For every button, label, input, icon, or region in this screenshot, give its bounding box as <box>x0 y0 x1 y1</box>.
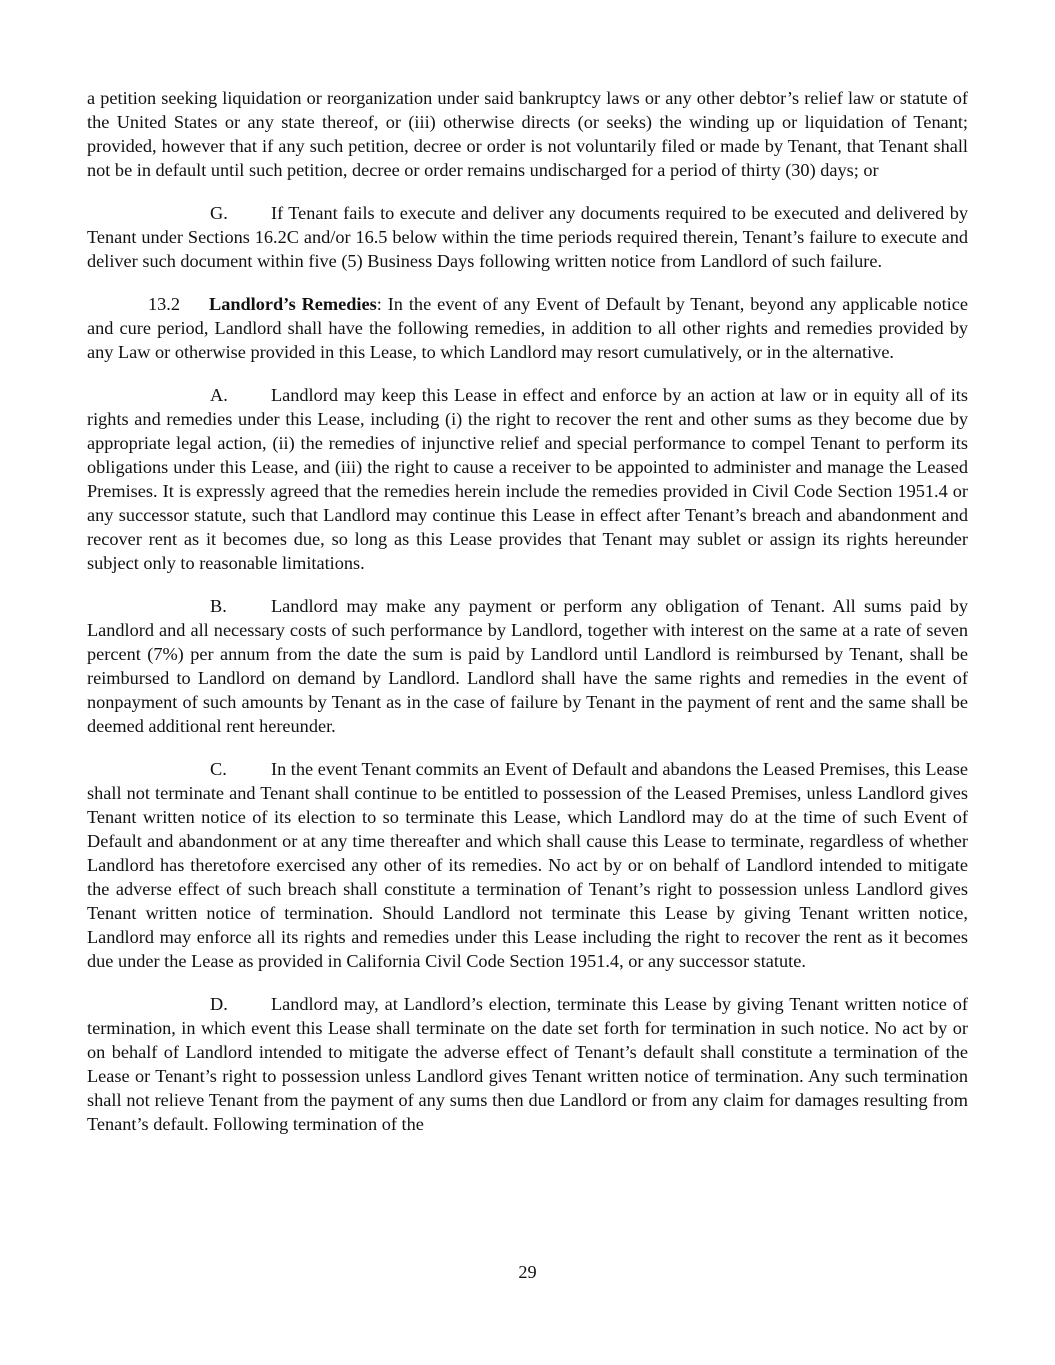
section-13-2-text: : In the event of any Event of Default by Tenant, beyond any applicable notice and cure period, Landlord shall have the following remedies, in addition to all other rights and remedies provided by any Law or otherwise provided in this Lease, to which Landlord may resort cumulatively, or in the alternative. <box>87 294 968 362</box>
item-a-text: Landlord may keep this Lease in effect and enforce by an action at law or in equity all of its rights and remedies under this Lease, including (i) the right to recover the rent and other sums as they become due by appropriate legal action, (ii) the remedies of injunctive relief and special performance to compel Tenant to perform its obligations under this Lease, and (iii) the right to cause a receiver to be appointed to administer and manage the Leased Premises. It is expressly agreed that the remedies herein include the remedies provided in Civil Code Section 1951.4 or any successor statute, such that Landlord may continue this Lease in effect after Tenant’s breach and abandonment and recover rent as it becomes due, so long as this Lease provides that Tenant may sublet or assign its rights hereunder subject only to reasonable limitations. <box>87 385 968 573</box>
item-c-text: In the event Tenant commits an Event of Default and abandons the Leased Premises, this Lease shall not terminate and Tenant shall continue to be entitled to possession of the Leased Premises, unless Landlord gives Tenant written notice of its election to so terminate this Lease, which Landlord may do at the time of such Event of Default and abandonment or at any time thereafter and which shall cause this Lease to terminate, regardless of whether Landlord has theretofore exercised any other of its remedies. No act by or on behalf of Landlord intended to mitigate the adverse effect of such breach shall constitute a termination of Tenant’s right to possession unless Landlord gives Tenant written notice of termination. Should Landlord not terminate this Lease by giving Tenant written notice, Landlord may enforce all its rights and remedies under this Lease including the right to recover the rent as it becomes due under the Lease as provided in California Civil Code Section 1951.4, or any successor statute. <box>87 759 968 971</box>
document-page <box>87 86 968 1155</box>
section-13-2-heading: Landlord’s Remedies <box>209 294 377 314</box>
item-a-label: A. <box>210 385 228 405</box>
paragraph-continuation <box>87 86 968 182</box>
page-number: 29 <box>518 1262 537 1282</box>
item-d-label: D. <box>210 994 228 1014</box>
item-b <box>87 594 968 738</box>
item-c <box>87 757 968 973</box>
item-g-label: G. <box>210 203 228 223</box>
item-g <box>87 201 968 273</box>
item-b-text: Landlord may make any payment or perform any obligation of Tenant. All sums paid by Landlord and all necessary costs of such performance by Landlord, together with interest on the same at a rate of seven percent (7%) per annum from the date the sum is paid by Landlord until Landlord is reimbursed by Tenant, shall be reimbursed to Landlord on demand by Landlord. Landlord shall have the same rights and remedies in the event of nonpayment of such amounts by Tenant as in the case of failure by Tenant in the payment of rent and the same shall be deemed additional rent hereunder. <box>87 596 968 736</box>
item-d-text: Landlord may, at Landlord’s election, terminate this Lease by giving Tenant written notice of termination, in which event this Lease shall terminate on the date set forth for termination in such notice. No act by or on behalf of Landlord intended to mitigate the adverse effect of Tenant’s default shall constitute a termination of the Lease or Tenant’s right to possession unless Landlord gives Tenant written notice of termination. Any such termination shall not relieve Tenant from the payment of any sums then due Landlord or from any claim for damages resulting from Tenant’s default. Following termination of the <box>87 994 968 1134</box>
item-c-label: C. <box>210 759 227 779</box>
item-b-label: B. <box>210 596 227 616</box>
section-13-2-number: 13.2 <box>148 294 180 314</box>
paragraph-continuation-text: a petition seeking liquidation or reorganization under said bankruptcy laws or any other debtor’s relief law or statute of the United States or any state thereof, or (iii) otherwise directs (or seeks) the winding up or liquidation of Tenant; provided, however that if any such petition, decree or order is not voluntarily filed or made by Tenant, that Tenant shall not be in default until such petition, decree or order remains undischarged for a period of thirty (30) days; or <box>87 88 968 180</box>
item-g-text: If Tenant fails to execute and deliver any documents required to be executed and delivered by Tenant under Sections 16.2C and/or 16.5 below within the time periods required therein, Tenant’s failure to execute and deliver such document within five (5) Business Days following written notice from Landlord of such failure. <box>87 203 968 271</box>
item-a <box>87 383 968 575</box>
section-13-2 <box>87 292 968 364</box>
item-d <box>87 992 968 1136</box>
